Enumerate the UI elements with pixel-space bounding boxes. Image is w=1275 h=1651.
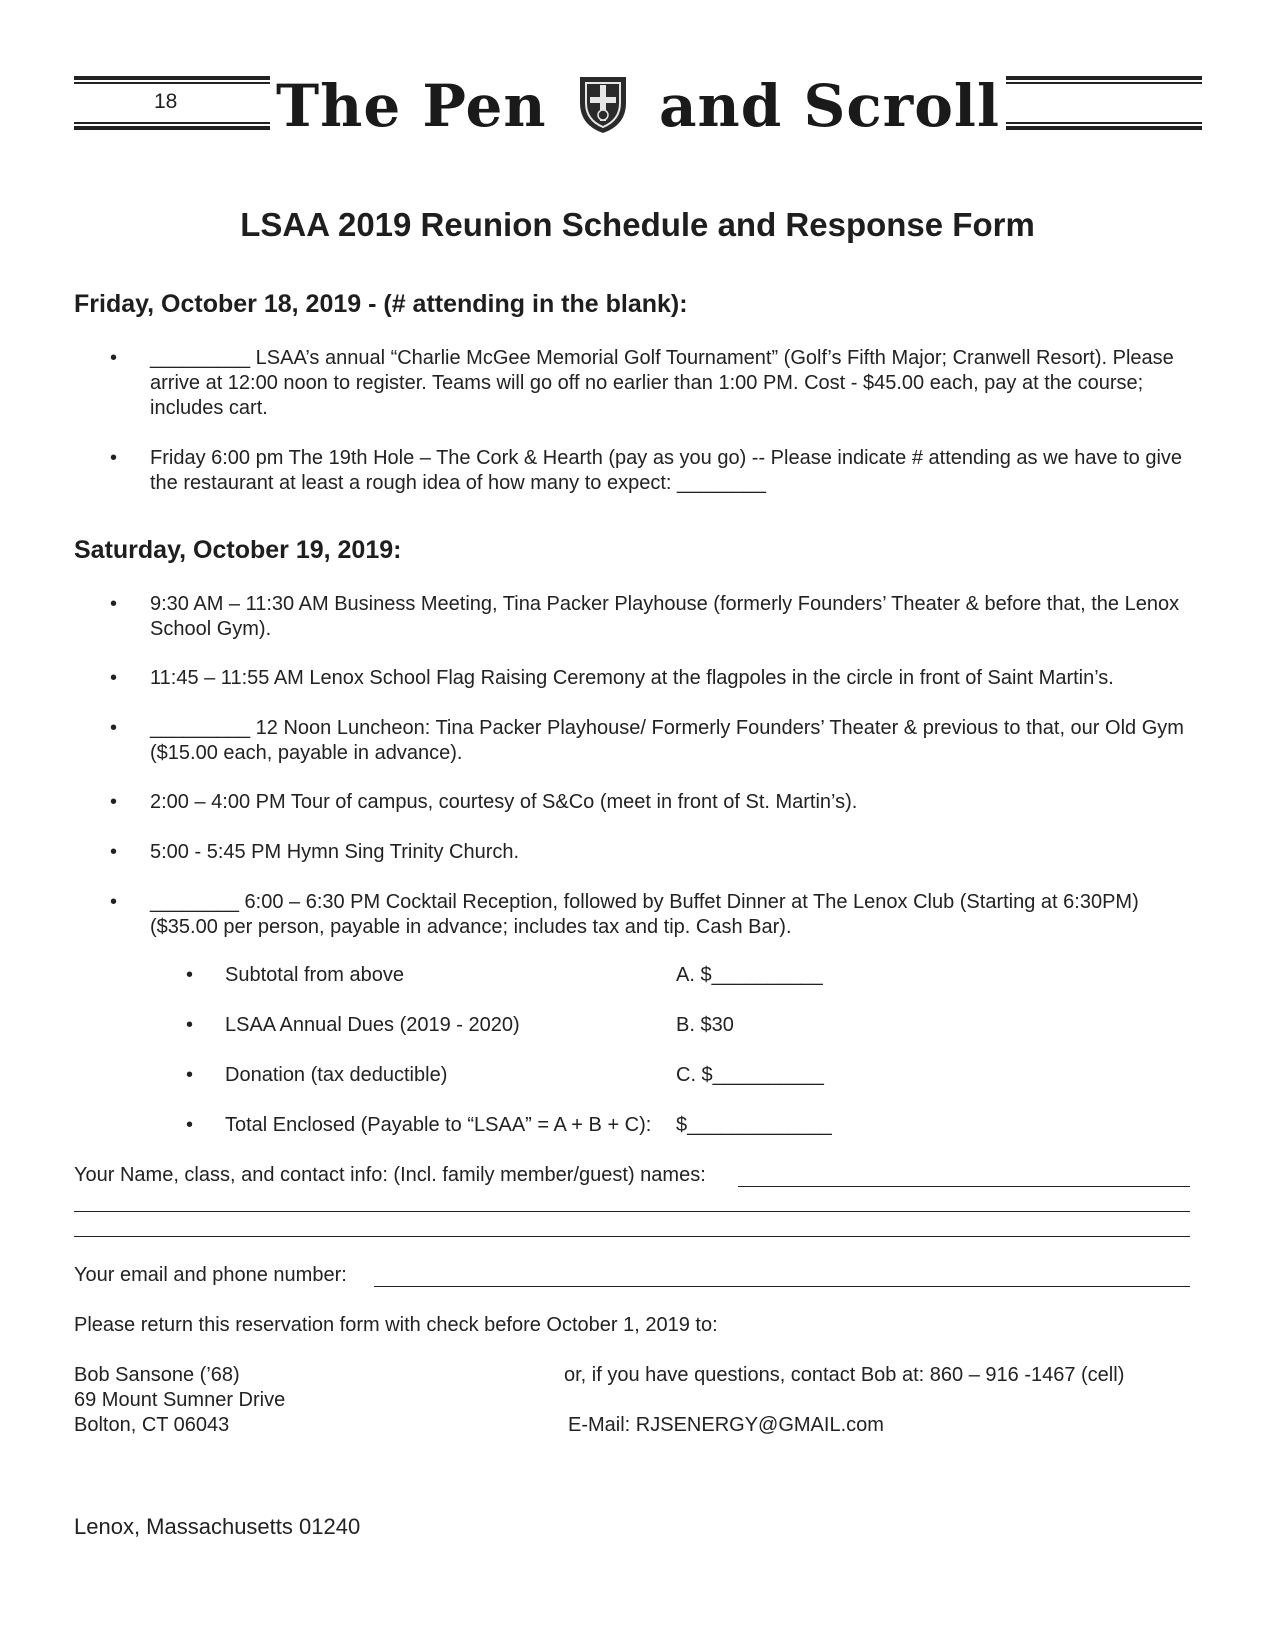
saturday-item-flag-raising: 11:45 – 11:55 AM Lenox School Flag Raising Ceremony at the flagpoles in the circle in front of Saint Martin’s. <box>150 667 1114 689</box>
email-phone-field[interactable] <box>374 1286 1190 1287</box>
return-instructions: Please return this reservation form with check before October 1, 2019 to: <box>74 1314 718 1336</box>
mailing-name: Bob Sansone (’68) <box>74 1364 240 1386</box>
total-enclosed-field[interactable]: $_____________ <box>676 1114 832 1136</box>
footer-city: Lenox, Massachusetts 01240 <box>74 1514 361 1539</box>
bullet-marker: • <box>186 1064 194 1086</box>
bullet-marker: • <box>110 593 118 615</box>
bullet-marker: • <box>110 891 118 913</box>
dues-value: B. $30 <box>676 1014 734 1036</box>
subtotal-field[interactable]: A. $__________ <box>676 964 823 986</box>
bullet-marker: • <box>186 964 194 986</box>
page-number: 18 <box>154 90 178 113</box>
saturday-item-cocktail-reception: ________ 6:00 – 6:30 PM Cocktail Reception, followed by Buffet Dinner at The Lenox Club (Starting at 6:30PM) ($35.00 per person, payable in advance; includes tax and tip. Cash Bar). <box>150 891 1139 938</box>
donation-field[interactable]: C. $__________ <box>676 1064 824 1086</box>
masthead <box>74 72 1202 152</box>
name-field[interactable] <box>738 1186 1190 1187</box>
bullet-marker: • <box>110 347 118 369</box>
subtotal-label: Subtotal from above <box>225 964 404 986</box>
masthead-title-left: The Pen <box>276 72 547 140</box>
friday-item-19th-hole: Friday 6:00 pm The 19th Hole – The Cork & Hearth (pay as you go) -- Please indicate # attending as we have to give the restaurant at least a rough idea of how many to expect: ________ <box>150 447 1183 494</box>
bullet-marker: • <box>110 717 118 739</box>
mailing-city: Bolton, CT 06043 <box>74 1414 230 1436</box>
bullet-marker: • <box>110 447 118 469</box>
total-enclosed-label: Total Enclosed (Payable to “LSAA” = A + B + C): <box>225 1114 652 1136</box>
saturday-heading: Saturday, October 19, 2019: <box>74 536 402 564</box>
masthead-title-right: and Scroll <box>658 72 1000 140</box>
masthead-rule-right <box>1006 76 1202 132</box>
contact-email: E-Mail: RJSENERGY@GMAIL.com <box>568 1414 884 1436</box>
friday-heading: Friday, October 18, 2019 - (# attending in the blank): <box>74 290 688 318</box>
name-field-line-2[interactable] <box>74 1211 1190 1212</box>
saturday-item-business-meeting: 9:30 AM – 11:30 AM Business Meeting, Tina Packer Playhouse (formerly Founders’ Theater & before that, the Lenox School Gym). <box>150 593 1180 640</box>
bullet-marker: • <box>186 1014 194 1036</box>
email-field-label: Your email and phone number: <box>74 1264 347 1286</box>
page-title: LSAA 2019 Reunion Schedule and Response Form <box>240 206 1035 243</box>
mailing-street: 69 Mount Sumner Drive <box>74 1389 286 1411</box>
saturday-item-luncheon: _________ 12 Noon Luncheon: Tina Packer Playhouse/ Formerly Founders’ Theater & previous to that, our Old Gym ($15.00 each, payable in advance). <box>150 717 1184 764</box>
bullet-marker: • <box>110 841 118 863</box>
masthead-title <box>274 72 1002 149</box>
name-field-line-3[interactable] <box>74 1236 1190 1237</box>
questions-contact: or, if you have questions, contact Bob at: 860 – 916 -1467 (cell) <box>564 1364 1125 1386</box>
bullet-marker: • <box>110 667 118 689</box>
name-field-label: Your Name, class, and contact info: (Incl. family member/guest) names: <box>74 1164 706 1186</box>
saturday-item-hymn-sing: 5:00 - 5:45 PM Hymn Sing Trinity Church. <box>150 841 520 863</box>
donation-label: Donation (tax deductible) <box>225 1064 448 1086</box>
bullet-marker: • <box>186 1114 194 1136</box>
saturday-item-campus-tour: 2:00 – 4:00 PM Tour of campus, courtesy of S&Co (meet in front of St. Martin’s). <box>150 791 858 813</box>
bullet-marker: • <box>110 791 118 813</box>
friday-item-golf: _________ LSAA’s annual “Charlie McGee Memorial Golf Tournament” (Golf’s Fifth Major; Cranwell Resort). Please arrive at 12:00 noon to register. Teams will go off no earlier than 1:00 PM. Cost - $45.00 each, pay at the course; includes cart. <box>150 347 1174 419</box>
school-crest-icon <box>576 73 630 149</box>
dues-label: LSAA Annual Dues (2019 - 2020) <box>225 1014 520 1036</box>
